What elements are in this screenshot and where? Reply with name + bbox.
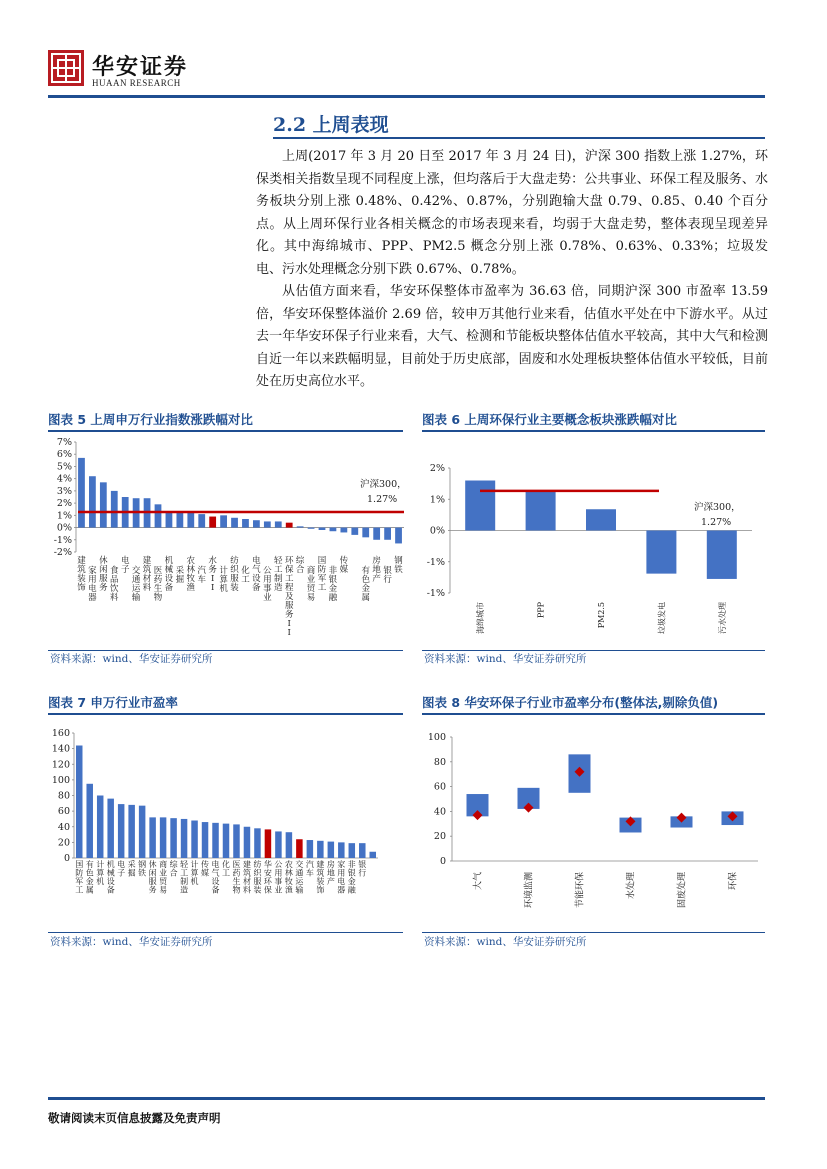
fig7-x-label: 轻工制造	[180, 860, 189, 895]
fig7-x-label: 华安环保	[263, 860, 272, 895]
fig7-x-label: 综合	[169, 860, 178, 878]
fig5-x-label: 综合	[295, 556, 305, 575]
fig5-bar	[340, 528, 347, 533]
fig7-bar	[233, 824, 239, 858]
figure-6-source: 资料来源：wind、华安证券研究所	[424, 653, 587, 665]
fig5-y-tick: 5%	[56, 461, 72, 473]
fig8-x-label: 固废处理	[677, 872, 688, 909]
footer-divider	[48, 1097, 765, 1100]
fig5-x-label: 农林牧渔	[186, 556, 196, 593]
fig8-y-tick: 80	[433, 756, 446, 768]
fig7-x-label: 家用电器	[337, 860, 346, 895]
fig7-x-label: 交通运输	[295, 860, 304, 895]
fig6-x-label: 海绵城市	[476, 602, 486, 634]
fig5-bar	[297, 526, 304, 527]
fig7-x-label: 计算机	[96, 860, 105, 886]
fig5-bar	[89, 476, 96, 527]
fig6-bar	[646, 531, 676, 574]
fig8-x-label: 节能环保	[575, 872, 586, 909]
figure-8-chart	[422, 715, 765, 925]
fig7-x-label: 农林牧渔	[284, 860, 293, 895]
fig5-y-tick: 0%	[56, 522, 72, 534]
fig7-bar	[223, 824, 229, 858]
fig7-y-tick: 60	[57, 806, 70, 818]
fig5-bar	[111, 491, 118, 528]
fig6-y-tick: 2%	[429, 463, 445, 474]
fig7-x-label: 采掘	[127, 860, 136, 878]
fig7-x-label: 房地产	[326, 860, 335, 886]
fig5-y-tick: 4%	[56, 473, 72, 485]
figure-8-source-rule	[422, 932, 765, 933]
fig5-bar	[275, 521, 282, 527]
section-title-underline	[273, 137, 765, 139]
fig5-x-label: 传媒	[339, 556, 349, 575]
fig5-y-tick: 2%	[56, 498, 72, 510]
fig7-bar	[275, 831, 281, 858]
fig8-x-label: 环境监测	[524, 872, 535, 909]
fig5-x-label: 公用事业	[263, 566, 272, 603]
fig5-x-label: 轻工制造	[274, 556, 283, 593]
fig7-bar	[296, 839, 302, 858]
fig5-x-label: 建筑材料	[142, 556, 152, 593]
figure-6-chart	[422, 432, 765, 647]
fig5-x-label: 医药生物	[153, 566, 163, 603]
fig7-bar	[359, 843, 365, 858]
paragraph-weekly-performance: 上周(2017 年 3 月 20 日至 2017 年 3 月 24 日)，沪深 300 指数上涨 1.27%，环保类相关指数呈现不同程度上涨，但均落后于大盘走势：公共事业、环保工程及服务、水务板块分别上涨 0.48%、0.42%、0.87%，分别跑输大盘 0.79、0.85、0.40 个百分点。从上周环保行业各相关概念的市场表现来看，均弱于大盘走势，整体表现呈现差异化。其中海绵城市、PPP、PM2.5 概念分别上涨 0.78%、0.63%、0.33%；垃圾发电、污水处理概念分别下跌 0.67%、0.78%。	[256, 149, 768, 277]
fig5-x-label: 食品饮料	[110, 566, 119, 603]
fig7-x-label: 医药生物	[232, 860, 241, 895]
fig7-bar	[265, 829, 271, 858]
fig7-x-label: 机械设备	[106, 860, 115, 895]
fig6-y-tick: 1%	[429, 494, 445, 506]
fig5-x-label: 纺织服装	[230, 556, 239, 593]
fig7-y-tick: 120	[51, 759, 70, 771]
fig5-bar	[209, 517, 216, 528]
fig7-y-tick: 80	[57, 790, 70, 802]
fig7-x-label: 钢铁	[138, 860, 147, 878]
logo-text-cn: 华安证券	[92, 54, 189, 80]
fig5-bar	[187, 513, 194, 528]
fig5-y-tick: -1%	[53, 534, 72, 546]
fig7-bar	[181, 819, 187, 858]
fig7-bar	[128, 805, 134, 858]
figure-8-title: 图表 8 华安环保子行业市盈率分布(整体法,剔除负值)	[422, 695, 719, 710]
fig5-bar	[308, 528, 315, 529]
fig7-x-label: 商业贸易	[159, 860, 168, 895]
fig5-y-tick: 3%	[56, 485, 72, 497]
fig5-x-label: 有色金属	[361, 566, 370, 603]
fig7-bar	[244, 827, 250, 858]
figure-5-source: 资料来源：wind、华安证券研究所	[50, 653, 213, 665]
fig5-bar	[166, 512, 173, 528]
fig5-bar	[330, 528, 337, 532]
fig5-x-label: 交通运输	[131, 566, 141, 603]
fig6-hs300-label: 沪深300，	[694, 502, 741, 513]
figure-8-source: 资料来源：wind、华安证券研究所	[424, 936, 587, 948]
figure-7-source: 资料来源：wind、华安证券研究所	[50, 936, 213, 948]
fig6-bar	[586, 509, 616, 530]
fig5-x-label: 银行	[383, 566, 392, 585]
fig7-x-label: 化工	[222, 860, 230, 878]
figure-5-chart	[48, 432, 408, 647]
paragraph-valuation: 从估值方面来看，华安环保整体市盈率为 36.63 倍，同期沪深 300 市盈率 13.59 倍，华安环保整体溢价 2.69 倍，较申万其他行业来看，估值水平处在中下游水平。从过去一年华安环保子行业来看，大气、检测和节能板块整体估值水平较高，其中大气和检测自近一年以来跌幅明显，目前处于历史底部，固废和水处理板块整体估值水平较低，目前处在历史高位水平。	[256, 284, 768, 390]
fig7-bar	[160, 817, 166, 858]
fig7-y-tick: 140	[51, 743, 70, 755]
fig5-x-label: 钢铁	[394, 556, 403, 575]
fig7-bar	[370, 852, 376, 858]
fig7-bar	[139, 806, 145, 858]
fig5-bar	[253, 520, 260, 527]
fig5-bar	[100, 482, 107, 527]
fig7-y-tick: 0	[63, 853, 70, 864]
fig7-x-label: 休闲服务	[148, 860, 157, 895]
fig5-bar	[384, 528, 391, 540]
figure-7-chart	[48, 715, 408, 925]
fig7-bar	[118, 804, 124, 858]
fig5-bar	[319, 528, 326, 530]
fig5-x-label: 电子	[120, 556, 130, 575]
fig8-y-tick: 60	[433, 781, 446, 793]
fig6-x-label: 垃圾发电	[657, 602, 667, 634]
fig5-bar	[78, 458, 85, 528]
fig7-y-tick: 20	[57, 837, 70, 849]
fig5-y-tick: 7%	[56, 437, 72, 448]
fig5-x-label: 非银金融	[328, 566, 338, 603]
fig7-x-label: 银行	[358, 860, 367, 878]
fig6-bar	[707, 531, 737, 579]
fig5-bar	[395, 528, 402, 544]
fig5-x-label: 国防军工	[317, 556, 327, 593]
fig5-x-label: 房地产	[372, 556, 381, 584]
fig7-x-label: 国防军工	[75, 860, 84, 895]
figure-6-title: 图表 6 上周环保行业主要概念板块涨跌幅对比	[422, 412, 677, 427]
fig8-y-tick: 20	[433, 831, 446, 843]
fig7-bar	[97, 796, 103, 859]
fig6-x-label: PM2.5	[597, 602, 606, 629]
fig7-bar	[191, 821, 197, 859]
header-divider	[48, 95, 765, 98]
fig8-x-label: 大气	[473, 872, 484, 891]
fig7-bar	[170, 818, 176, 858]
fig6-bar	[465, 481, 495, 531]
fig6-y-tick: 0%	[429, 525, 445, 537]
fig5-bar	[373, 528, 380, 540]
fig7-x-label: 电气设备	[211, 860, 220, 895]
fig5-y-tick: 1%	[56, 510, 72, 522]
fig5-x-label: 汽车	[197, 566, 206, 585]
fig7-x-label: 电子	[117, 860, 126, 878]
footer-disclaimer: 敬请阅读末页信息披露及免责声明	[48, 1111, 221, 1125]
fig5-x-label: 家用电器	[88, 566, 97, 603]
logo-mark	[48, 50, 84, 86]
fig5-bar	[155, 504, 162, 527]
fig7-bar	[328, 842, 334, 858]
fig7-y-tick: 40	[57, 821, 70, 833]
fig6-bar	[526, 491, 556, 530]
fig5-x-label: 化工	[241, 566, 250, 585]
logo-text-en: HUAAN RESEARCH	[92, 78, 181, 88]
fig7-bar	[212, 823, 218, 858]
fig7-x-label: 汽车	[305, 860, 314, 878]
fig6-hs300-value: 1.27%	[701, 517, 732, 528]
figure-5-title: 图表 5 上周申万行业指数涨跌幅对比	[48, 412, 253, 427]
fig7-bar	[307, 840, 313, 858]
fig5-x-label: 采掘	[175, 566, 185, 585]
fig7-x-label: 公用事业	[274, 860, 283, 895]
fig7-bar	[76, 746, 82, 859]
fig5-hs300-label: 沪深300，	[360, 479, 407, 490]
fig7-y-tick: 160	[51, 728, 70, 739]
fig7-bar	[107, 799, 113, 858]
fig8-x-label: 环保	[728, 872, 739, 891]
fig6-y-tick: -1%	[426, 588, 445, 599]
fig6-x-label: 污水处理	[717, 602, 727, 634]
fig8-y-tick: 100	[427, 732, 446, 743]
fig5-y-tick: -2%	[53, 547, 72, 558]
fig5-x-label: 建筑装饰	[77, 556, 86, 593]
fig5-bar	[351, 528, 358, 535]
fig6-x-label: PPP	[536, 602, 546, 619]
fig5-bar	[231, 518, 238, 528]
fig7-bar	[202, 822, 208, 858]
fig7-bar	[86, 784, 92, 858]
fig7-x-label: 有色金属	[85, 860, 94, 895]
fig7-x-label: 非银金融	[347, 860, 356, 895]
fig7-x-label: 传媒	[201, 860, 210, 878]
fig5-y-tick: 6%	[56, 449, 72, 461]
fig5-hs300-value: 1.27%	[367, 494, 398, 505]
fig5-bar	[242, 519, 249, 528]
fig7-x-label: 计算机	[190, 860, 199, 886]
fig7-bar	[286, 832, 292, 858]
fig5-x-label: 环保工程及服务 I I	[284, 556, 294, 638]
fig8-y-tick: 0	[439, 856, 446, 867]
fig7-y-tick: 100	[51, 774, 70, 786]
fig5-x-label: 商业贸易	[306, 566, 316, 603]
fig5-bar	[264, 521, 271, 527]
fig8-y-tick: 40	[433, 806, 446, 818]
fig7-x-label: 建筑装饰	[316, 860, 325, 895]
section-title: 2.2 上周表现	[273, 114, 389, 136]
figure-7-title: 图表 7 申万行业市盈率	[48, 695, 178, 710]
fig6-y-tick: -1%	[426, 556, 445, 568]
fig7-bar	[338, 842, 344, 858]
fig5-x-label: 计算机	[219, 566, 228, 594]
figure-7-source-rule	[48, 932, 403, 933]
fig5-x-label: 电气设备	[252, 556, 261, 593]
fig5-bar	[362, 528, 369, 538]
fig5-bar	[286, 523, 293, 528]
fig7-x-label: 纺织服装	[253, 860, 262, 895]
fig7-bar	[254, 828, 260, 858]
fig7-bar	[317, 841, 323, 858]
fig5-x-label: 休闲服务	[99, 556, 108, 593]
fig7-x-label: 建筑材料	[242, 860, 251, 895]
fig7-bar	[349, 843, 355, 858]
fig5-x-label: 水务 I I	[208, 556, 217, 593]
fig7-bar	[149, 817, 155, 858]
fig5-bar	[220, 515, 227, 527]
fig5-x-label: 机械设备	[164, 556, 174, 593]
fig5-bar	[198, 514, 205, 527]
fig8-x-label: 水处理	[626, 872, 637, 900]
fig5-bar	[176, 513, 183, 528]
